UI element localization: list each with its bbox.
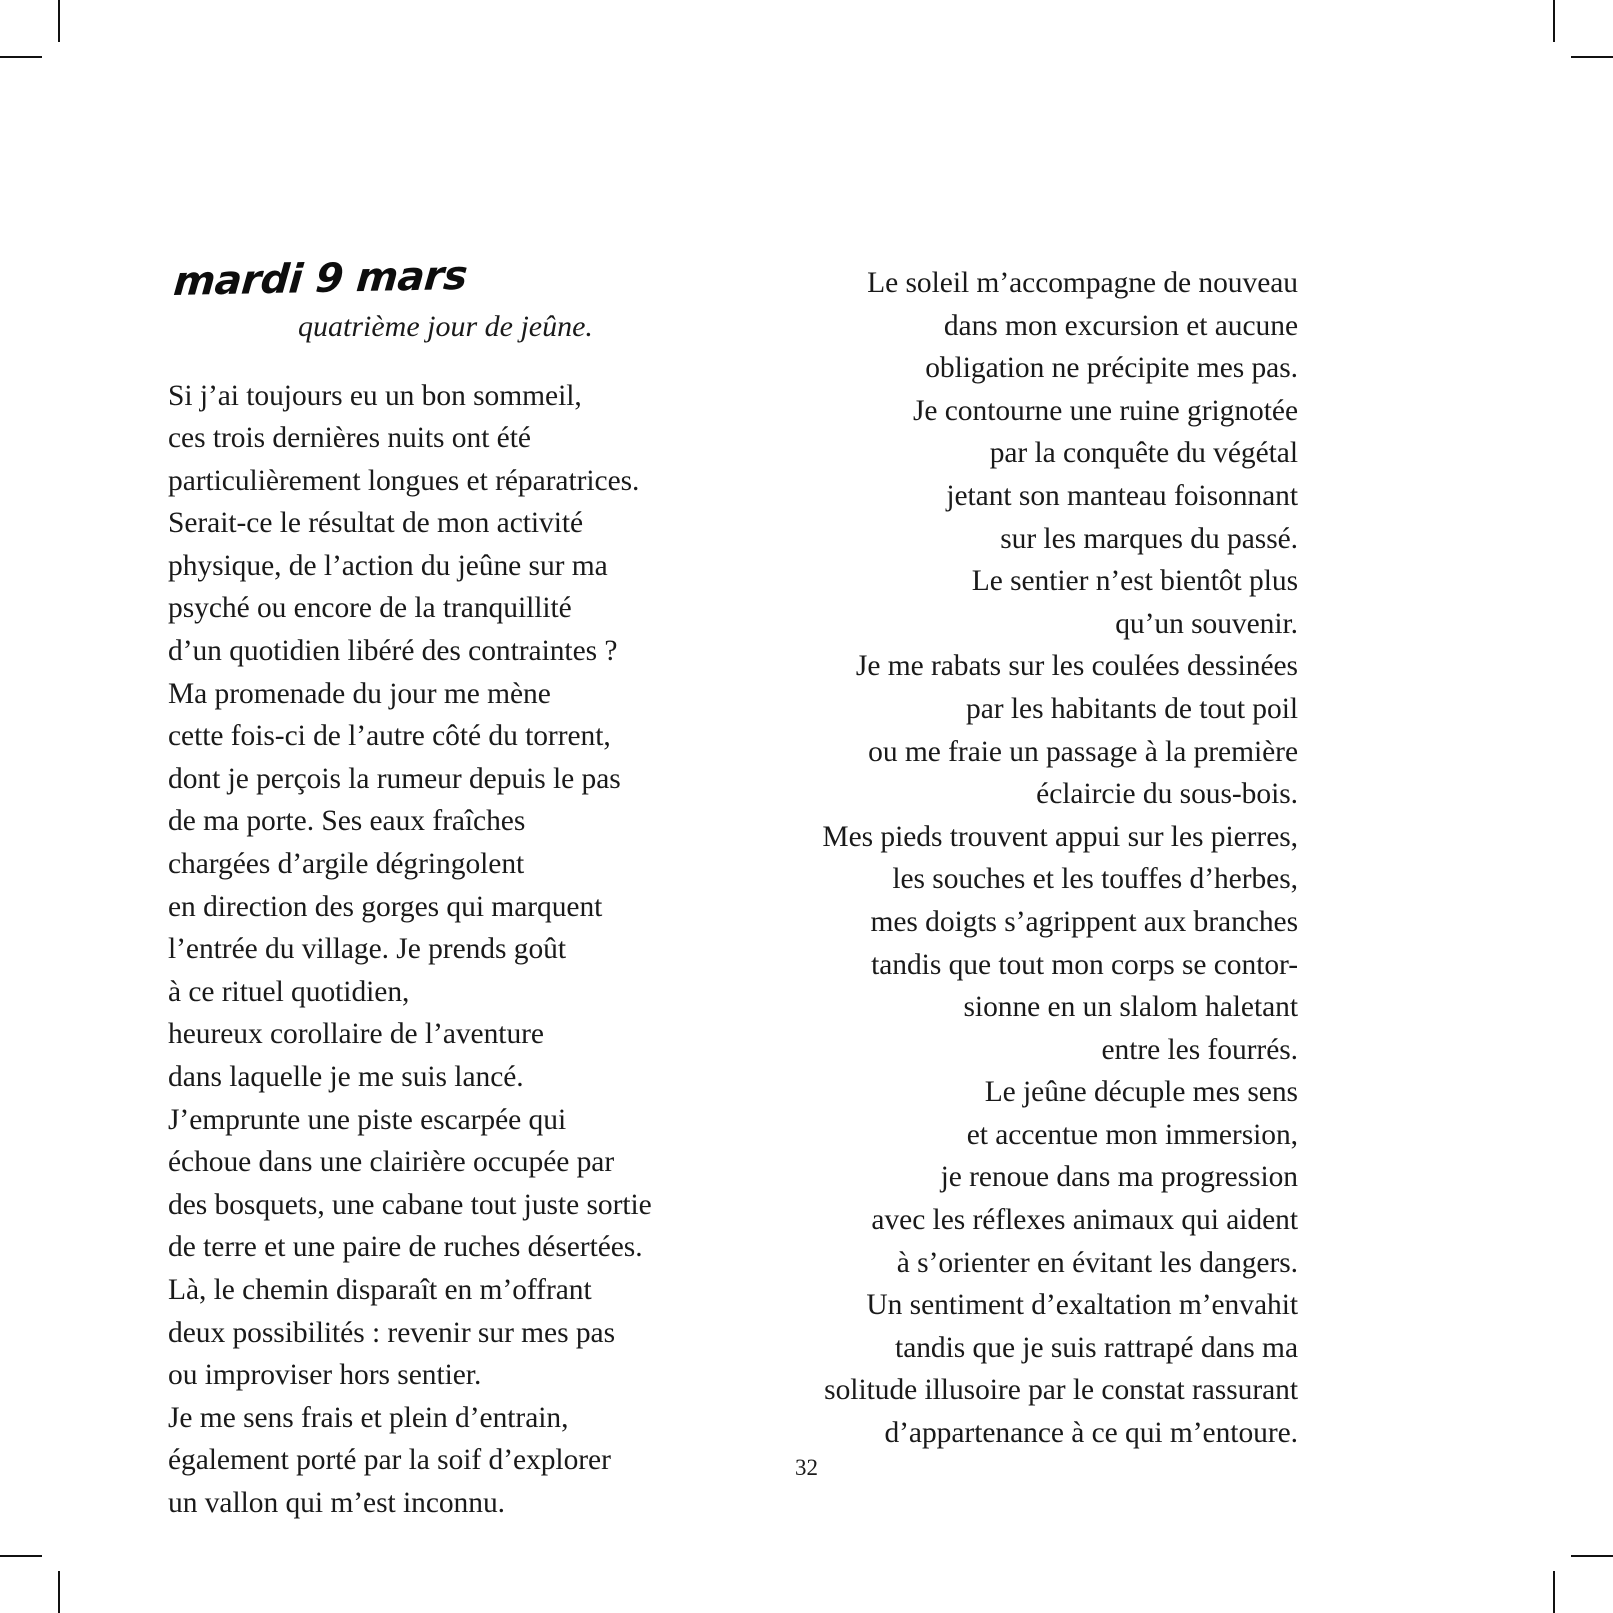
verse-line: de terre et une paire de ruches désertées. <box>168 1231 643 1264</box>
verse-line: ou me fraie un passage à la première <box>868 735 1298 768</box>
verse-line: à s’orienter en évitant les dangers. <box>896 1246 1298 1279</box>
crop-mark-bottom-right-horizontal <box>1571 1555 1613 1557</box>
crop-mark-bottom-left-vertical <box>58 1571 60 1613</box>
verse-line: chargées d’argile dégringolent <box>168 848 525 881</box>
page-number: 32 <box>795 1455 818 1480</box>
verse-line: échoue dans une clairière occupée par <box>168 1146 615 1179</box>
verse-line: Serait-ce le résultat de mon activité <box>168 507 584 540</box>
verse-line: tandis que tout mon corps se contor- <box>871 948 1298 981</box>
verse-line: jetant son manteau foisonnant <box>946 479 1298 512</box>
verse-line: ces trois dernières nuits ont été <box>168 422 531 455</box>
verse-line: d’appartenance à ce qui m’entoure. <box>884 1417 1298 1450</box>
verse-line: dans laquelle je me suis lancé. <box>168 1061 524 1093</box>
verse-line: par les habitants de tout poil <box>966 692 1298 725</box>
crop-mark-top-left-horizontal <box>0 56 42 58</box>
verse-line: Ma promenade du jour me mène <box>168 677 551 710</box>
verse-line: Le jeûne décuple mes sens <box>984 1076 1298 1109</box>
right-column-verse <box>778 262 1298 1455</box>
verse-line: particulièrement longues et réparatrices. <box>168 464 640 497</box>
left-column-verse <box>168 375 698 1525</box>
verse-line: d’un quotidien libéré des contraintes ? <box>168 635 618 668</box>
verse-line: ou improviser hors sentier. <box>168 1359 482 1392</box>
verse-line: Le sentier n’est bientôt plus <box>971 565 1298 598</box>
verse-line: entre les fourrés. <box>1101 1033 1298 1066</box>
entry-subtitle: quatrième jour de jeûne. <box>298 310 593 343</box>
verse-line: éclaircie du sous-bois. <box>1036 778 1298 811</box>
verse-line: avec les réflexes animaux qui aident <box>871 1204 1298 1237</box>
crop-mark-top-left-vertical <box>58 0 60 42</box>
verse-line: les souches et les touffes d’herbes, <box>892 863 1298 896</box>
verse-line: Je contourne une ruine grignotée <box>912 394 1298 427</box>
verse-line: mes doigts s’agrippent aux branches <box>870 905 1298 938</box>
verse-line: J’emprunte une piste escarpée qui <box>168 1103 567 1136</box>
verse-line: Là, le chemin disparaît en m’offrant <box>168 1273 592 1306</box>
verse-line: Le soleil m’accompagne de nouveau <box>867 267 1298 299</box>
verse-line: Je me sens frais et plein d’entrain, <box>168 1401 569 1434</box>
verse-line: Si j’ai toujours eu un bon sommeil, <box>168 379 582 412</box>
crop-mark-top-right-horizontal <box>1571 56 1613 58</box>
verse-line: et accentue mon immersion, <box>966 1118 1298 1151</box>
verse-line: heureux corollaire de l’aventure <box>168 1018 544 1051</box>
verse-line: un vallon qui m’est inconnu. <box>168 1486 505 1519</box>
verse-line: sionne en un slalom haletant <box>963 991 1298 1024</box>
verse-line: par la conquête du végétal <box>989 437 1298 470</box>
handwritten-date-heading: mardi 9 mars <box>171 252 469 305</box>
verse-line: qu’un souvenir. <box>1115 607 1298 640</box>
verse-line: physique, de l’action du jeûne sur ma <box>168 549 608 582</box>
verse-line: de ma porte. Ses eaux fraîches <box>168 805 526 838</box>
verse-line: dans mon excursion et aucune <box>943 309 1298 342</box>
verse-line: des bosquets, une cabane tout juste sortie <box>168 1188 652 1221</box>
verse-line: en direction des gorges qui marquent <box>168 890 603 923</box>
verse-line: sur les marques du passé. <box>1000 522 1298 555</box>
crop-mark-bottom-right-vertical <box>1553 1571 1555 1613</box>
right-column <box>778 262 1298 1455</box>
verse-line: Mes pieds trouvent appui sur les pierres, <box>822 820 1298 853</box>
verse-line: l’entrée du village. Je prends goût <box>168 933 567 966</box>
verse-line: obligation ne précipite mes pas. <box>925 352 1298 385</box>
verse-line: deux possibilités : revenir sur mes pas <box>168 1316 616 1349</box>
verse-line: dont je perçois la rumeur depuis le pas <box>168 762 621 795</box>
entry-heading <box>168 252 698 345</box>
verse-line: cette fois-ci de l’autre côté du torrent, <box>168 720 611 753</box>
verse-line: Un sentiment d’exaltation m’envahit <box>866 1289 1298 1322</box>
verse-line: Je me rabats sur les coulées dessinées <box>855 650 1298 683</box>
text-columns <box>168 252 1298 1525</box>
left-column <box>168 252 698 1525</box>
verse-line: à ce rituel quotidien, <box>168 975 410 1008</box>
verse-line: je renoue dans ma progression <box>940 1161 1298 1194</box>
crop-mark-bottom-left-horizontal <box>0 1555 42 1557</box>
verse-line: également porté par la soif d’explorer <box>168 1444 611 1477</box>
crop-mark-top-right-vertical <box>1553 0 1555 42</box>
verse-line: psyché ou encore de la tranquillité <box>168 592 572 625</box>
verse-line: tandis que je suis rattrapé dans ma <box>895 1331 1298 1364</box>
verse-line: solitude illusoire par le constat rassurant <box>824 1374 1298 1407</box>
